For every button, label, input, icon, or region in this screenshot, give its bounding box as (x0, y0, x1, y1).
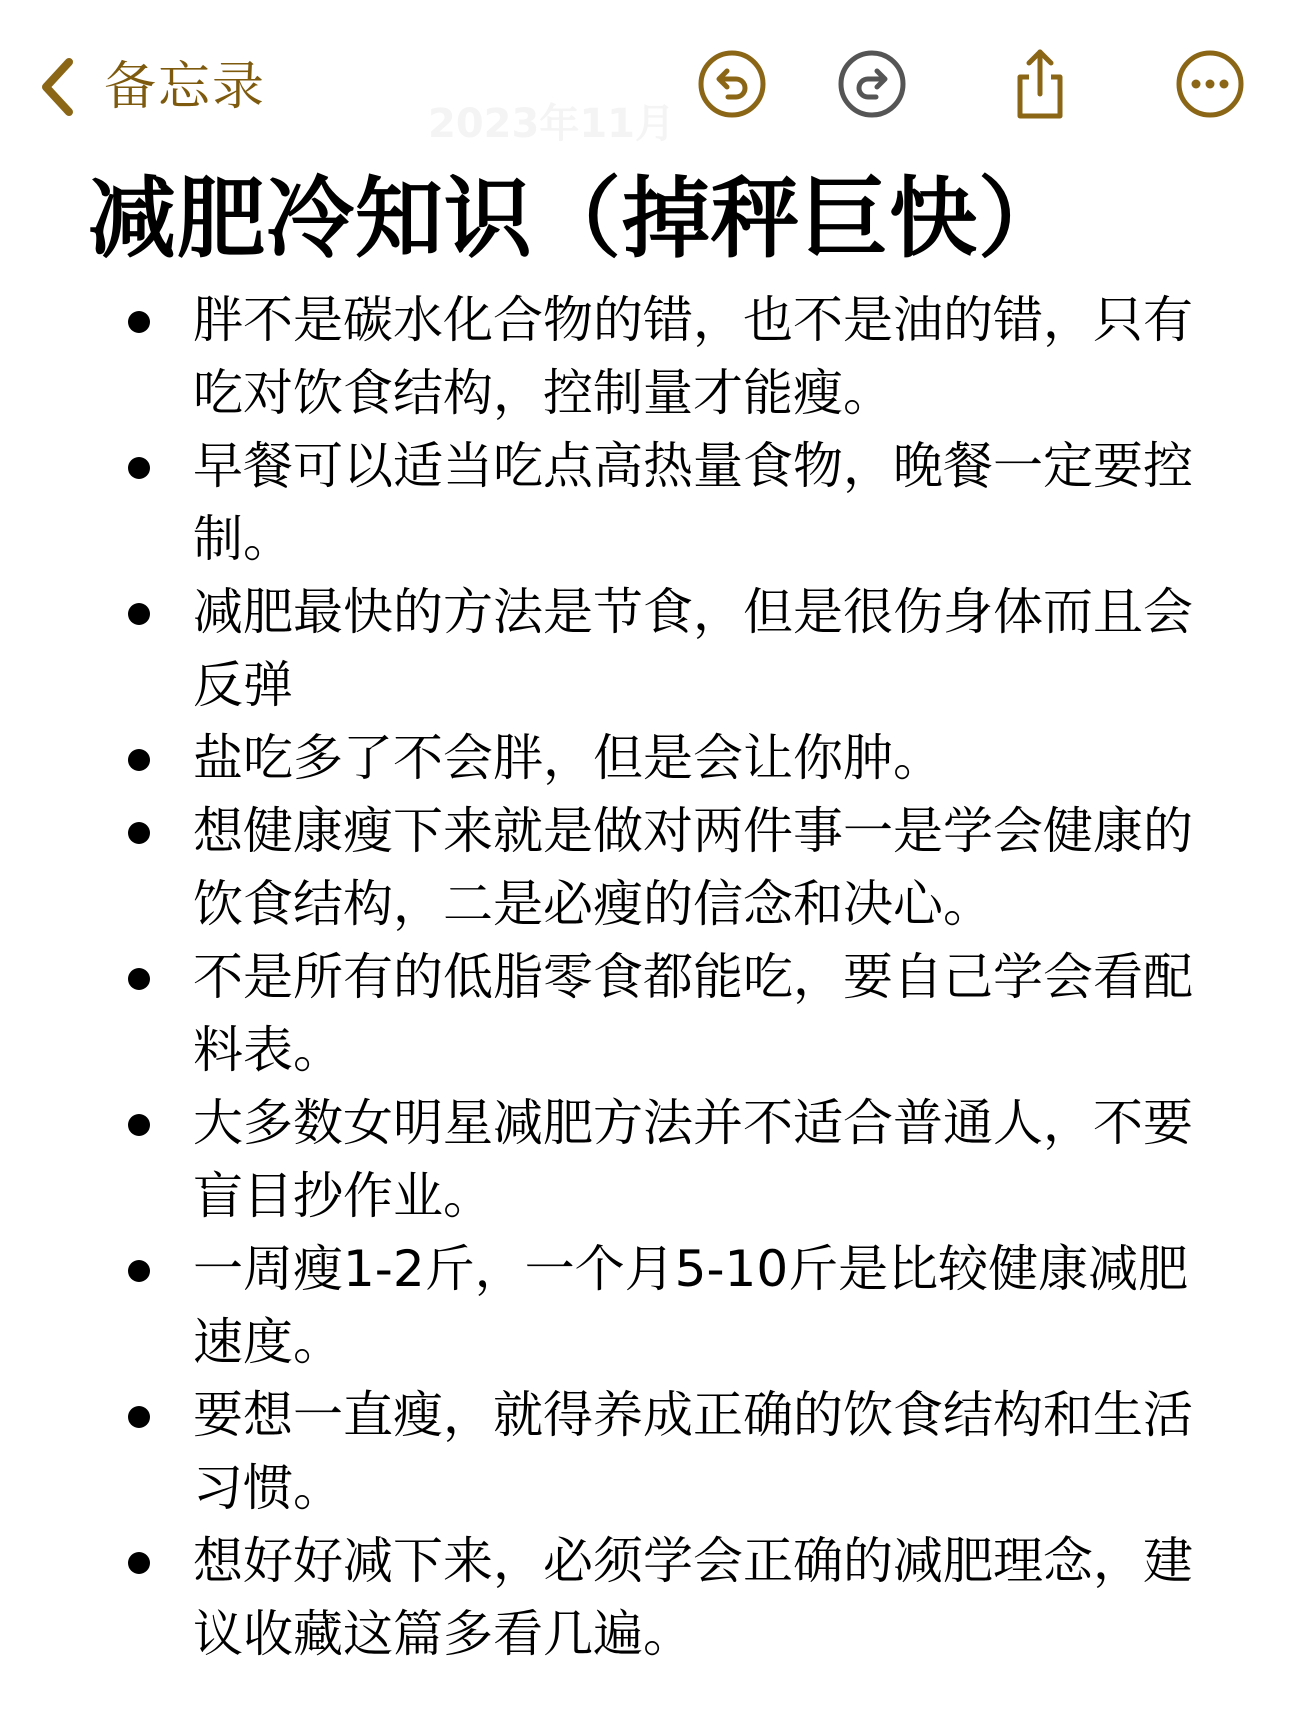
navigation-bar (0, 0, 1290, 170)
redo-icon (836, 48, 908, 120)
share-button[interactable] (1004, 48, 1076, 120)
list-item-text: 减肥最快的方法是节食，但是很伤身体而且会反弹 (193, 583, 1193, 714)
bullet-dot (128, 603, 150, 625)
list-item-text: 大多数女明星减肥方法并不适合普通人，不要盲目抄作业。 (193, 1094, 1193, 1225)
note-date: 2023年11月 (428, 101, 675, 147)
note-title[interactable]: 减肥冷知识（掉秤巨快） (88, 167, 1068, 270)
bullet-dot (128, 1552, 150, 1574)
more-button[interactable] (1174, 48, 1246, 120)
bullet-dot (128, 457, 150, 479)
list-item[interactable] (0, 722, 1193, 795)
list-item[interactable] (0, 941, 1193, 1087)
list-item-text: 早餐可以适当吃点高热量食物，晚餐一定要控制。 (193, 437, 1193, 568)
list-item-text: 想健康瘦下来就是做对两件事一是学会健康的饮食结构，二是必瘦的信念和决心。 (193, 802, 1193, 933)
list-item[interactable] (0, 795, 1193, 941)
bullet-dot (128, 1406, 150, 1428)
redo-button[interactable] (836, 48, 908, 120)
bullet-dot (128, 1114, 150, 1136)
bullet-dot (128, 1260, 150, 1282)
list-item[interactable] (0, 284, 1193, 430)
bullet-dot (128, 968, 150, 990)
back-button[interactable] (36, 52, 266, 122)
list-item-text: 胖不是碳水化合物的错，也不是油的错，只有吃对饮食结构，控制量才能瘦。 (193, 291, 1193, 422)
list-item[interactable] (0, 430, 1193, 576)
back-chevron-icon (36, 54, 80, 120)
list-item[interactable] (0, 1233, 1193, 1379)
share-icon (1004, 48, 1076, 120)
bullet-dot (128, 822, 150, 844)
bullet-dot (128, 311, 150, 333)
back-label: 备忘录 (104, 57, 267, 117)
list-item-text: 盐吃多了不会胖，但是会让你肿。 (193, 729, 943, 787)
list-item[interactable] (0, 576, 1193, 722)
undo-icon (696, 48, 768, 120)
bullet-list[interactable] (0, 284, 1290, 1671)
list-item[interactable] (0, 1087, 1193, 1233)
undo-button[interactable] (696, 48, 768, 120)
more-icon (1174, 48, 1246, 120)
list-item[interactable] (0, 1525, 1193, 1671)
list-item-text: 不是所有的低脂零食都能吃，要自己学会看配料表。 (193, 948, 1193, 1079)
list-item[interactable] (0, 1379, 1193, 1525)
list-item-text: 想好好减下来，必须学会正确的减肥理念，建议收藏这篇多看几遍。 (193, 1532, 1193, 1663)
list-item-text: 要想一直瘦，就得养成正确的饮食结构和生活习惯。 (193, 1386, 1193, 1517)
bullet-dot (128, 749, 150, 771)
list-item-text: 一周瘦1-2斤，一个月5-10斤是比较健康减肥速度。 (193, 1240, 1189, 1371)
